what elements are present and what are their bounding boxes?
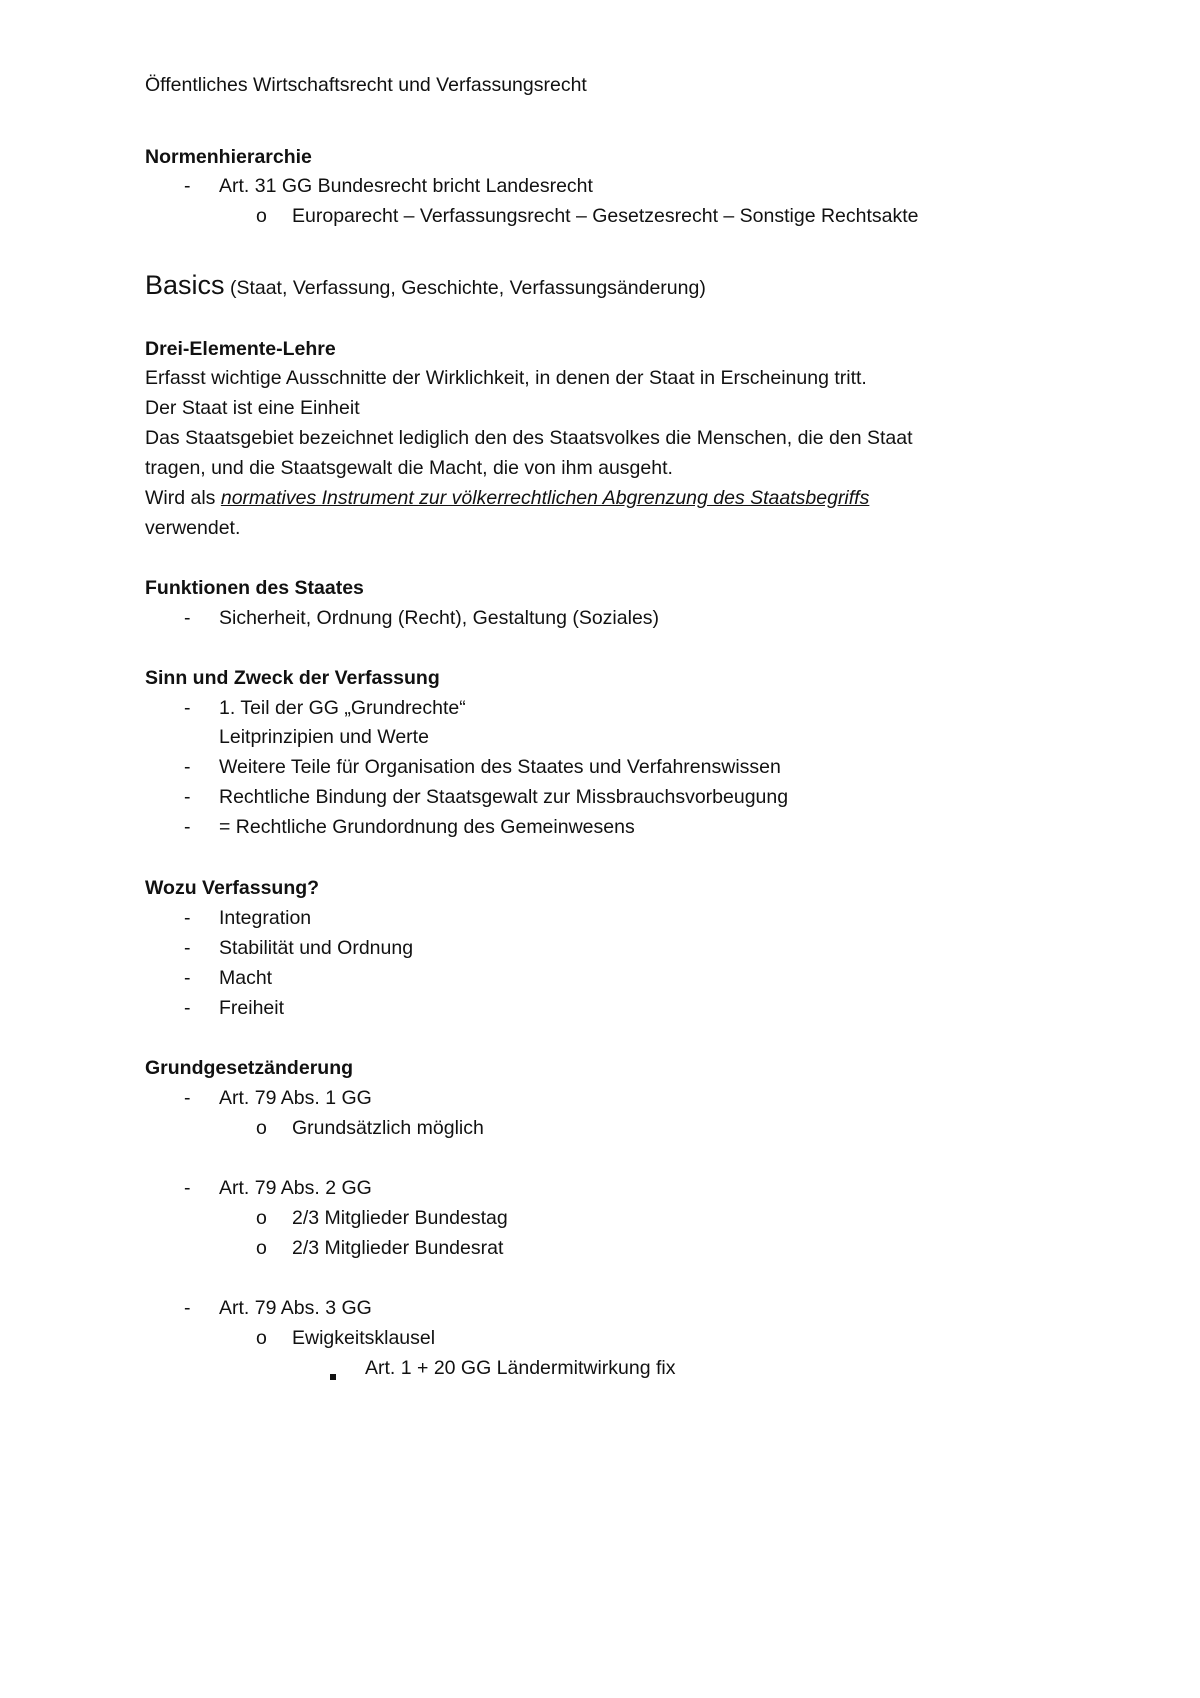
dash-bullet: -: [184, 997, 191, 1019]
list-item: Art. 79 Abs. 3 GG: [219, 1297, 372, 1319]
list-item: Rechtliche Bindung der Staatsgewalt zur Missbrauchsvorbeugung: [219, 786, 789, 808]
paragraph-line: Der Staat ist eine Einheit: [145, 397, 360, 419]
dash-bullet: -: [184, 1297, 191, 1319]
underlined-phrase: normatives Instrument zur völkerrechtlichen Abgrenzung des Staatsbegriffs: [220, 487, 870, 509]
list-item: Weitere Teile für Organisation des Staates und Verfahrenswissen: [219, 756, 781, 778]
heading-wozu-verfassung: Wozu Verfassung?: [145, 877, 320, 899]
square-bullet: [330, 1365, 336, 1385]
paragraph-line: [145, 489, 869, 509]
circle-bullet: o: [256, 1327, 267, 1349]
list-item: Europarecht – Verfassungsrecht – Gesetzesrecht – Sonstige Rechtsakte: [292, 205, 919, 227]
dash-bullet: -: [184, 1087, 191, 1109]
heading-funktionen: Funktionen des Staates: [145, 577, 364, 599]
list-item-continuation: Leitprinzipien und Werte: [219, 726, 429, 748]
list-item: = Rechtliche Grundordnung des Gemeinwesens: [219, 816, 635, 838]
dash-bullet: -: [184, 967, 191, 989]
basics-subtitle: (Staat, Verfassung, Geschichte, Verfassungsänderung): [229, 277, 706, 299]
circle-bullet: o: [256, 1117, 267, 1139]
document-title: Öffentliches Wirtschaftsrecht und Verfassungsrecht: [145, 74, 587, 96]
list-item: Stabilität und Ordnung: [219, 937, 414, 959]
section-basics-title: [145, 272, 706, 299]
heading-normenhierarchie: Normenhierarchie: [145, 146, 312, 168]
dash-bullet: -: [184, 907, 191, 929]
circle-bullet: o: [256, 205, 267, 227]
list-item: 2/3 Mitglieder Bundesrat: [292, 1237, 504, 1259]
paragraph-line: Erfasst wichtige Ausschnitte der Wirklichkeit, in denen der Staat in Erscheinung tritt.: [145, 367, 867, 389]
list-item: Sicherheit, Ordnung (Recht), Gestaltung (Soziales): [219, 607, 660, 629]
heading-sinn-und-zweck: Sinn und Zweck der Verfassung: [145, 667, 440, 689]
list-item: Grundsätzlich möglich: [292, 1117, 484, 1139]
dash-bullet: -: [184, 756, 191, 778]
dash-bullet: -: [184, 175, 191, 197]
list-item: Macht: [219, 967, 273, 989]
list-item: Art. 79 Abs. 1 GG: [219, 1087, 372, 1109]
list-item: 1. Teil der GG „Grundrechte“: [219, 697, 466, 719]
dash-bullet: -: [184, 607, 191, 629]
list-item: Integration: [219, 907, 312, 929]
circle-bullet: o: [256, 1207, 267, 1229]
paragraph-line: Das Staatsgebiet bezeichnet lediglich den des Staatsvolkes die Menschen, die den Staat: [145, 427, 913, 449]
list-item: Freiheit: [219, 997, 285, 1019]
list-item: Art. 31 GG Bundesrecht bricht Landesrecht: [219, 175, 593, 197]
circle-bullet: o: [256, 1237, 267, 1259]
dash-bullet: -: [184, 937, 191, 959]
list-item: Art. 79 Abs. 2 GG: [219, 1177, 372, 1199]
list-item: Art. 1 + 20 GG Ländermitwirkung fix: [365, 1357, 676, 1379]
basics-title: Basics: [145, 270, 225, 300]
dash-bullet: -: [184, 1177, 191, 1199]
paragraph-line: tragen, und die Staatsgewalt die Macht, die von ihm ausgeht.: [145, 457, 673, 479]
dash-bullet: -: [184, 697, 191, 719]
heading-grundgesetzaenderung: Grundgesetzänderung: [145, 1057, 354, 1079]
list-item: Ewigkeitsklausel: [292, 1327, 436, 1349]
heading-drei-elemente-lehre: Drei-Elemente-Lehre: [145, 338, 336, 360]
dash-bullet: -: [184, 786, 191, 808]
paragraph-text: Wird als: [145, 487, 221, 509]
dash-bullet: -: [184, 816, 191, 838]
paragraph-line: verwendet.: [145, 517, 241, 539]
list-item: 2/3 Mitglieder Bundestag: [292, 1207, 508, 1229]
